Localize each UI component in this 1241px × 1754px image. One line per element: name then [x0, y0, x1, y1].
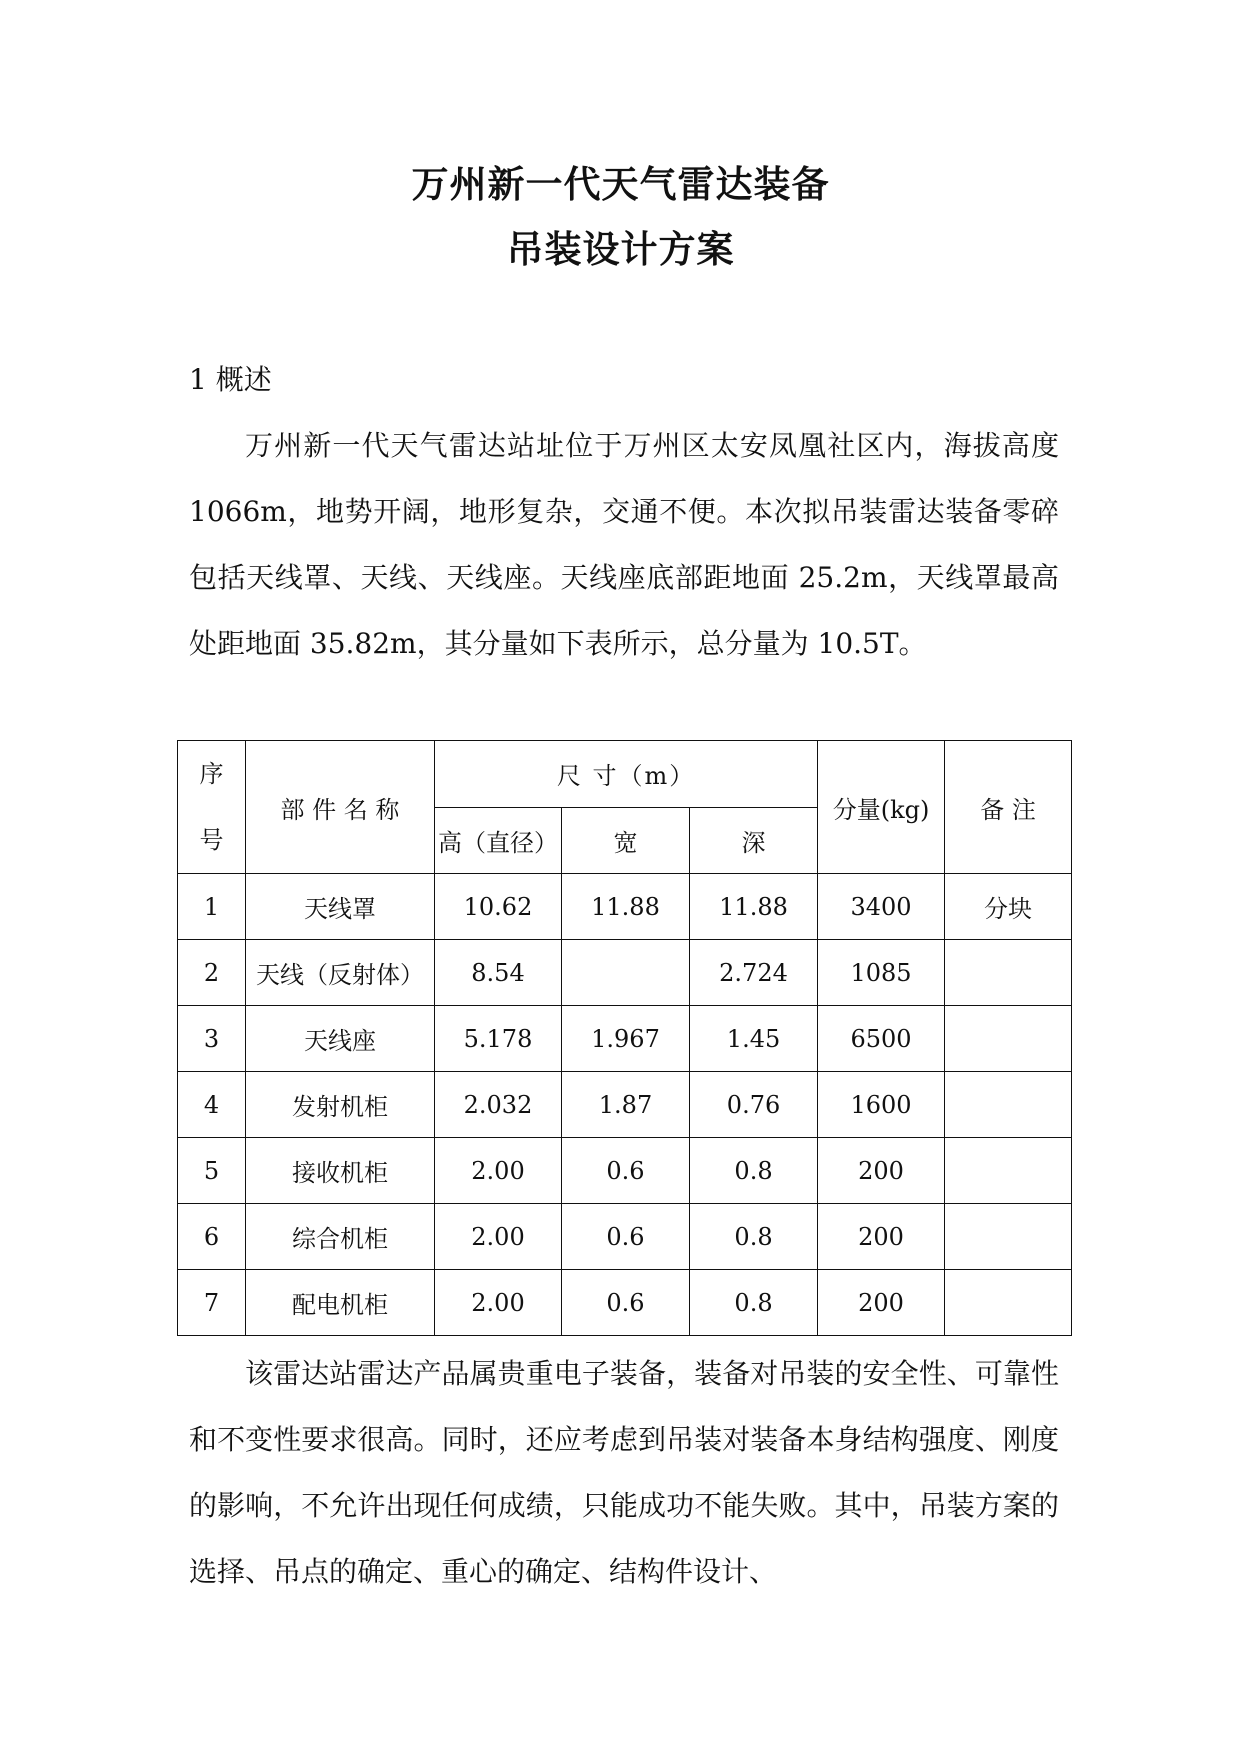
- cell-height: 2.00: [435, 1270, 562, 1336]
- cell-height: 10.62: [435, 874, 562, 940]
- cell-width: 1.967: [562, 1006, 690, 1072]
- header-index-label: 序号: [199, 760, 224, 854]
- cell-weight: 1600: [818, 1072, 945, 1138]
- cell-weight: 200: [818, 1138, 945, 1204]
- cell-width: 0.6: [562, 1204, 690, 1270]
- header-index: [178, 741, 246, 874]
- cell-remark: [945, 1072, 1072, 1138]
- cell-name: 发射机柜: [246, 1072, 435, 1138]
- cell-index: 5: [178, 1138, 246, 1204]
- header-dimensions: 尺 寸（m）: [435, 741, 818, 808]
- header-depth: 深: [690, 807, 818, 874]
- cell-index: 3: [178, 1006, 246, 1072]
- cell-remark: [945, 940, 1072, 1006]
- cell-name: 天线罩: [246, 874, 435, 940]
- cell-width: 0.6: [562, 1138, 690, 1204]
- section-heading: 1 概述: [189, 363, 272, 396]
- table-row: [178, 874, 1072, 940]
- header-weight: 分量(kg): [818, 741, 945, 874]
- cell-remark: 分块: [945, 874, 1072, 940]
- cell-name: 综合机柜: [246, 1204, 435, 1270]
- cell-depth: 1.45: [690, 1006, 818, 1072]
- cell-width: [562, 940, 690, 1006]
- cell-depth: 0.76: [690, 1072, 818, 1138]
- cell-depth: 0.8: [690, 1138, 818, 1204]
- cell-weight: 6500: [818, 1006, 945, 1072]
- cell-height: 5.178: [435, 1006, 562, 1072]
- table-row: [178, 1072, 1072, 1138]
- table-row: [178, 1204, 1072, 1270]
- cell-remark: [945, 1138, 1072, 1204]
- cell-weight: 200: [818, 1270, 945, 1336]
- cell-height: 2.00: [435, 1204, 562, 1270]
- document-title-line2: 吊装设计方案: [506, 228, 735, 271]
- overview-paragraph: 万州新一代天气雷达站址位于万州区太安凤凰社区内，海拔高度 1066m，地势开阔，地形复杂，交通不便。本次拟吊装雷达装备零碎包括天线罩、天线、天线座。天线座底部距地面 25.2m，天线罩最高处距地面 35.82m，其分量如下表所示，总分量为 10.5T。: [189, 429, 1059, 660]
- equipment-table: [177, 740, 1072, 1336]
- cell-weight: 200: [818, 1204, 945, 1270]
- cell-width: 11.88: [562, 874, 690, 940]
- cell-name: 天线座: [246, 1006, 435, 1072]
- header-height: 高（直径）: [435, 807, 562, 874]
- cell-width: 1.87: [562, 1072, 690, 1138]
- document-title-line1: 万州新一代天气雷达装备: [411, 163, 830, 206]
- cell-weight: 3400: [818, 874, 945, 940]
- cell-height: 8.54: [435, 940, 562, 1006]
- cell-remark: [945, 1204, 1072, 1270]
- cell-index: 2: [178, 940, 246, 1006]
- table-row: [178, 940, 1072, 1006]
- cell-depth: 11.88: [690, 874, 818, 940]
- cell-width: 0.6: [562, 1270, 690, 1336]
- cell-index: 6: [178, 1204, 246, 1270]
- table-row: [178, 1006, 1072, 1072]
- cell-index: 4: [178, 1072, 246, 1138]
- cell-height: 2.00: [435, 1138, 562, 1204]
- table-row: [178, 1270, 1072, 1336]
- cell-depth: 2.724: [690, 940, 818, 1006]
- cell-weight: 1085: [818, 940, 945, 1006]
- cell-name: 配电机柜: [246, 1270, 435, 1336]
- cell-height: 2.032: [435, 1072, 562, 1138]
- table-row: [178, 1138, 1072, 1204]
- cell-index: 1: [178, 874, 246, 940]
- cell-depth: 0.8: [690, 1270, 818, 1336]
- cell-remark: [945, 1006, 1072, 1072]
- cell-depth: 0.8: [690, 1204, 818, 1270]
- header-width: 宽: [562, 807, 690, 874]
- cell-index: 7: [178, 1270, 246, 1336]
- cell-name: 接收机柜: [246, 1138, 435, 1204]
- header-name: 部 件 名 称: [246, 741, 435, 874]
- header-remark: 备 注: [945, 741, 1072, 874]
- cell-name: 天线（反射体）: [246, 940, 435, 1006]
- cell-remark: [945, 1270, 1072, 1336]
- requirements-paragraph: 该雷达站雷达产品属贵重电子装备，装备对吊装的安全性、可靠性和不变性要求很高。同时，还应考虑到吊装对装备本身结构强度、刚度的影响，不允许出现任何成绩，只能成功不能失败。其中，吊装方案的选择、吊点的确定、重心的确定、结构件设计、: [189, 1357, 1059, 1588]
